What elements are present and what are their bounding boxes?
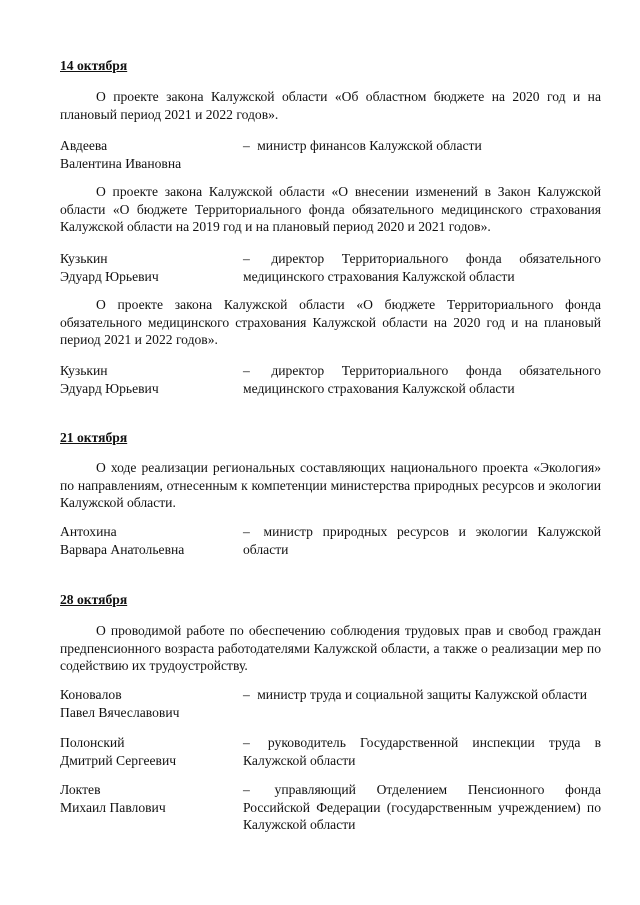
speaker-given-name: Михаил Павлович <box>60 799 166 815</box>
role-dash: – <box>243 735 250 750</box>
role-text: министр финансов Калужской области <box>257 138 482 153</box>
role-dash: – <box>243 687 250 702</box>
role-text: министр труда и социальной защиты Калужской области <box>257 687 587 702</box>
role-dash: – <box>243 782 250 797</box>
speaker-given-name: Валентина Ивановна <box>60 155 182 171</box>
speaker-name <box>60 734 240 769</box>
speaker-given-name: Эдуард Юрьевич <box>60 380 159 396</box>
speaker-surname: Кузькин <box>60 363 108 378</box>
speaker-surname: Авдеева <box>60 138 108 153</box>
role-text: директор Территориального фонда обязательного медицинского страхования Калужской области <box>243 363 601 396</box>
section-date: 21 октября <box>60 430 128 445</box>
speaker-role <box>243 362 601 397</box>
speaker-role <box>243 686 601 704</box>
speaker-name <box>60 362 240 397</box>
section-date: 28 октября <box>60 592 128 607</box>
role-dash: – <box>243 524 250 539</box>
speaker-surname: Локтев <box>60 782 101 797</box>
speaker-given-name: Эдуард Юрьевич <box>60 268 159 284</box>
speaker-role <box>243 734 601 769</box>
speaker-role <box>243 523 601 558</box>
role-text: управляющий Отделением Пенсионного фонда Российской Федерации (государственным учреждением) по Калужской области <box>243 782 601 832</box>
speaker-name <box>60 250 240 285</box>
agenda-topic: О проекте закона Калужской области «Об областном бюджете на 2020 год и на плановый период 2021 и 2022 годов». <box>60 89 601 122</box>
speaker-given-name: Павел Вячеславович <box>60 704 180 720</box>
speaker-role <box>243 781 601 834</box>
speaker-name <box>60 686 240 721</box>
speaker-name <box>60 523 240 558</box>
role-text: руководитель Государственной инспекции труда в Калужской области <box>243 735 601 768</box>
agenda-topic: О ходе реализации региональных составляющих национального проекта «Экология» по направлениям, отнесенным к компетенции министерства природных ресурсов и экологии Калужской области. <box>60 460 601 510</box>
role-dash: – <box>243 251 250 266</box>
speaker-role <box>243 250 601 285</box>
speaker-name <box>60 137 240 172</box>
speaker-surname: Антохина <box>60 524 117 539</box>
agenda-topic: О проводимой работе по обеспечению соблюдения трудовых прав и свобод граждан предпенсионного возраста работодателями Калужской области, а также о реализации мер по содействию их трудоустройству. <box>60 623 601 673</box>
role-dash: – <box>243 138 250 153</box>
agenda-topic: О проекте закона Калужской области «О бюджете Территориального фонда обязательного медицинского страхования Калужской области на 2020 год и на плановый период 2021 и 2022 годов». <box>60 297 601 347</box>
role-text: министр природных ресурсов и экологии Калужской области <box>243 524 601 557</box>
role-dash: – <box>243 363 250 378</box>
speaker-surname: Кузькин <box>60 251 108 266</box>
agenda-topic: О проекте закона Калужской области «О внесении изменений в Закон Калужской области «О бюджете Территориального фонда обязательного медицинского страхования Калужской области на 2019 год и на плановый период 2020 и 2021 годов». <box>60 184 601 234</box>
speaker-given-name: Варвара Анатольевна <box>60 541 185 557</box>
speaker-role <box>243 137 601 155</box>
speaker-surname: Полонский <box>60 735 125 750</box>
section-date: 14 октября <box>60 58 128 73</box>
role-text: директор Территориального фонда обязательного медицинского страхования Калужской области <box>243 251 601 284</box>
speaker-given-name: Дмитрий Сергеевич <box>60 752 177 768</box>
speaker-surname: Коновалов <box>60 687 122 702</box>
speaker-name <box>60 781 240 816</box>
